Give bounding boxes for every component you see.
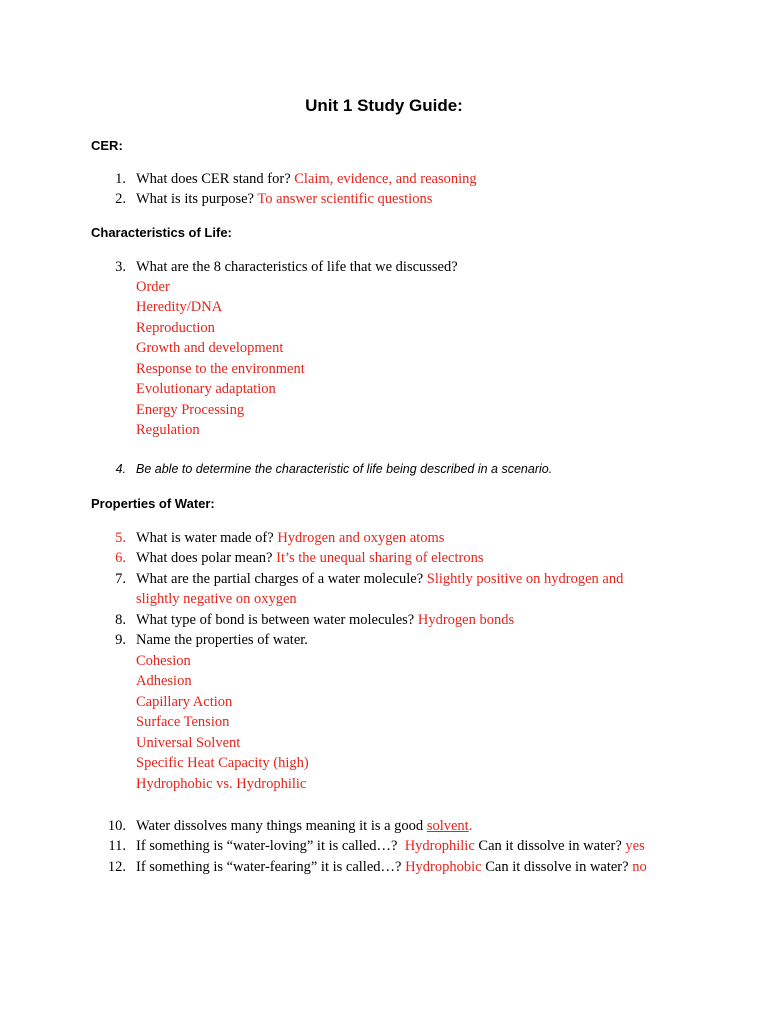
- section-heading-cer: CER:: [91, 138, 123, 153]
- question-text: What is its purpose?: [136, 191, 254, 207]
- question-text-wrap: [136, 817, 472, 835]
- question-text: What does polar mean?: [136, 550, 273, 566]
- answer-text: Claim, evidence, and reasoning: [294, 171, 477, 187]
- question-number: 6.: [115, 550, 126, 566]
- answer-text: Slightly positive on hydrogen and: [426, 571, 624, 587]
- section-heading-life: Characteristics of Life:: [91, 225, 232, 240]
- question-text: If something is “water-fearing” it is called…?: [136, 859, 402, 875]
- page-title: Unit 1 Study Guide:: [305, 96, 463, 115]
- question-number: 3.: [115, 259, 126, 275]
- question-text-wrap: [136, 549, 483, 567]
- answer-item: Cohesion: [136, 653, 191, 669]
- answer-text: To answer scientific questions: [257, 191, 433, 207]
- question-text: What are the partial charges of a water molecule?: [136, 571, 424, 587]
- answer-item: Universal Solvent: [136, 735, 241, 751]
- question-number: 4.: [115, 462, 126, 476]
- question-text-wrap: [136, 190, 432, 208]
- answer-text: Hydrophilic: [404, 838, 475, 854]
- answer-text: no: [632, 859, 647, 875]
- answer-text: Hydrogen and oxygen atoms: [277, 530, 445, 546]
- answer-item: Response to the environment: [136, 361, 305, 377]
- answer-text: It’s the unequal sharing of electrons: [276, 550, 484, 566]
- answer-item: Regulation: [136, 422, 200, 438]
- question-text: Can it dissolve in water?: [478, 838, 622, 854]
- question-text: What does CER stand for?: [136, 171, 291, 187]
- section-heading-water: Properties of Water:: [91, 496, 215, 511]
- answer-item: Surface Tension: [136, 714, 230, 730]
- answer-text: Hydrogen bonds: [417, 612, 515, 628]
- question-text: Be able to determine the characteristic of life being described in a scenario.: [136, 462, 553, 476]
- question-text: Can it dissolve in water?: [485, 859, 629, 875]
- answer-text: Hydrophobic: [405, 859, 482, 875]
- answer-text: yes: [625, 838, 645, 854]
- question-text-wrap: [136, 858, 647, 876]
- answer-item: Specific Heat Capacity (high): [136, 755, 309, 771]
- question-number: 11.: [108, 838, 126, 854]
- answer-item: Adhesion: [136, 673, 192, 689]
- answer-item: Evolutionary adaptation: [136, 381, 276, 397]
- question-text-wrap: [136, 570, 623, 588]
- question-text: What type of bond is between water molecules?: [136, 612, 415, 628]
- answer-item: Capillary Action: [136, 694, 233, 710]
- answer-item: Order: [136, 279, 170, 295]
- question-text: What are the 8 characteristics of life that we discussed?: [136, 259, 458, 275]
- answer-item: Growth and development: [136, 340, 284, 356]
- question-number: 10.: [107, 818, 126, 834]
- question-text: If something is “water-loving” it is called…?: [136, 838, 398, 854]
- question-number: 2.: [115, 191, 126, 207]
- question-text-wrap: [136, 611, 514, 629]
- answer-punctuation: .: [468, 818, 473, 834]
- question-text: Water dissolves many things meaning it is a good: [136, 818, 424, 834]
- question-number: 5.: [115, 530, 126, 546]
- answer-item: Heredity/DNA: [136, 299, 223, 315]
- question-text-wrap: [136, 837, 645, 855]
- question-text-wrap: [136, 170, 477, 188]
- question-number: 1.: [115, 171, 126, 187]
- question-number: 8.: [115, 612, 126, 628]
- question-text: Name the properties of water.: [136, 632, 308, 648]
- question-number: 9.: [115, 632, 126, 648]
- question-number: 7.: [115, 571, 126, 587]
- question-text: What is water made of?: [136, 530, 274, 546]
- answer-item: Reproduction: [136, 320, 215, 336]
- answer-text: solvent: [426, 818, 469, 834]
- answer-item: Energy Processing: [136, 402, 245, 418]
- question-number: 12.: [107, 859, 126, 875]
- question-text-wrap: [136, 529, 444, 547]
- answer-text-continued: slightly negative on oxygen: [136, 591, 297, 607]
- answer-item: Hydrophobic vs. Hydrophilic: [136, 776, 307, 792]
